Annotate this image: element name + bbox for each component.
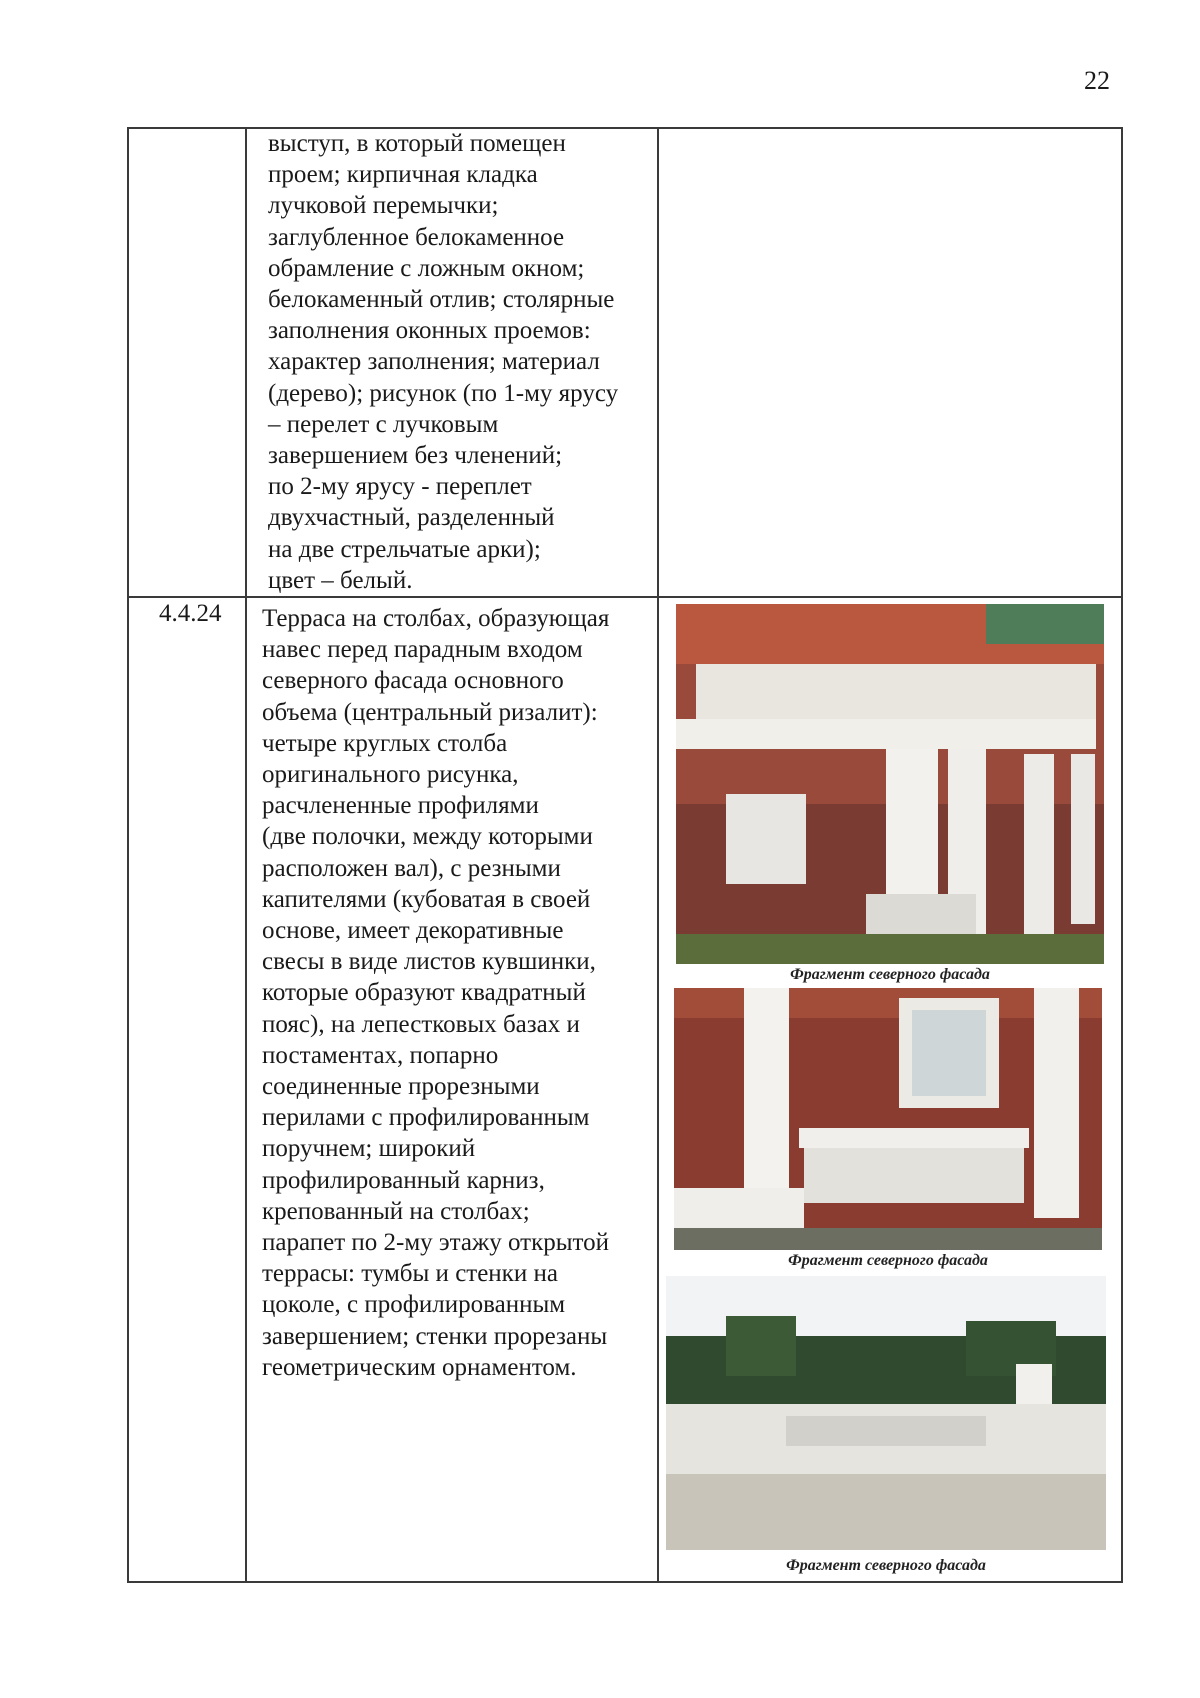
table-right-border — [1121, 127, 1123, 1583]
table-bottom-border — [127, 1581, 1123, 1583]
photo-terrace-columns — [676, 604, 1104, 964]
page-number: 22 — [1084, 66, 1110, 95]
row-description: Терраса на столбах, образующая навес перед парадным входом северного фасада основного объема (центральный ризалит): четыре круглых столба оригинального рисунка, расчлененные профилями (две полочки, между которыми расположен вал), с резными капителями (кубоватая в своей основе, имеет декоративные свесы в виде листов кувшинки, которые образуют квадратный пояс), на лепестковых базах и постаментах, попарно соединенные прорезными перилами с профилированным поручнем; широкий профилированный карниз, крепованный на столбах; парапет по 2-му этажу открытой террасы: тумбы и стенки на цоколе, с профилированным завершением; стенки прорезаны геометрическим орнаментом. — [262, 605, 610, 1381]
column-divider-text — [657, 127, 659, 1583]
column-divider-number — [245, 127, 247, 1583]
photo-caption: Фрагмент северного фасада — [786, 1557, 986, 1574]
table-left-border — [127, 127, 129, 1583]
photo-caption: Фрагмент северного фасада — [788, 1252, 988, 1269]
row-description: выступ, в который помещен проем; кирпичная кладка лучковой перемычки; заглубленное белокаменное обрамление с ложным окном; белокаменный отлив; столярные заполнения оконных проемов: характер заполнения; материал (дерево); рисунок (по 1-му ярусу – перелет с лучковым завершением без членений; по 2-му ярусу - переплет двухчастный, разделенный на две стрельчатые арки); цвет – белый. — [268, 130, 619, 594]
row-divider — [127, 596, 1123, 598]
photo-parapet — [666, 1276, 1106, 1550]
photo-caption: Фрагмент северного фасада — [790, 966, 990, 983]
row-number: 4.4.24 — [159, 600, 222, 627]
photo-balustrade — [674, 988, 1102, 1250]
